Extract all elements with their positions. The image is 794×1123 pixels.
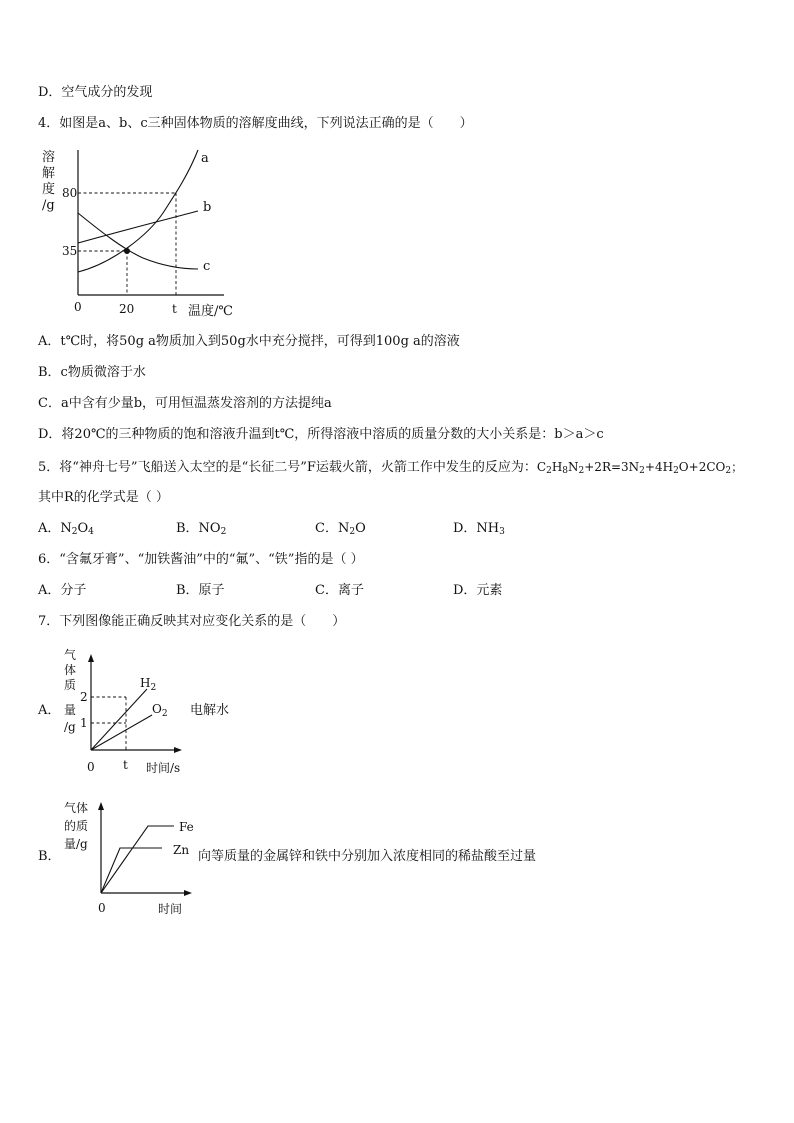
ytick-80: 80 [62, 186, 78, 200]
line-zn [101, 848, 162, 893]
q7-option-a-label: A． [38, 703, 61, 718]
xlabel: 时间 [158, 902, 183, 916]
q7-stem: 7．下列图像能正确反映其对应变化关系的是（ ） [38, 614, 346, 629]
q6-option-b: B．原子 [176, 583, 225, 598]
series-label-c: c [203, 259, 211, 274]
ylabel-char: 气 [64, 648, 77, 662]
ylabel-row: 量/g [64, 837, 88, 851]
y-arrow [88, 654, 94, 662]
solubility-chart [38, 145, 238, 320]
ylabel-char: 解 [42, 166, 56, 181]
q5-option-d: D．$NH_3$ [453, 521, 505, 537]
q4-option-b: B．c物质微溶于水 [38, 365, 146, 380]
series-label-o2: $O_2$ [152, 702, 168, 719]
curve-c [78, 213, 198, 269]
line-o2 [91, 715, 152, 750]
ylabel-char: 溶 [42, 150, 56, 165]
line-fe [101, 826, 174, 893]
ylabel-row: 的质 [64, 819, 89, 833]
q6-option-d: D．元素 [453, 583, 503, 598]
q5-stem-prefix: 5．将“神舟七号”飞船送入太空的是“长征二号”F运载火箭，火箭工作中发生的反应为： [38, 460, 537, 475]
series-label-h2: $H_2$ [140, 676, 157, 693]
q4-option-d: D．将20℃的三种物质的饱和溶液升温到t℃，所得溶液中溶质的质量分数的大小关系是：b＞a＞c [38, 427, 604, 442]
series-label-fe: Fe [179, 820, 194, 834]
metal-acid-chart [62, 795, 202, 920]
xtick-t: t [123, 758, 128, 772]
line-h2 [91, 689, 147, 750]
ytick-35: 35 [62, 244, 78, 258]
ylabel-char: /g [42, 198, 55, 213]
q7-option-b-label: B． [38, 849, 61, 864]
ytick-1: 1 [80, 716, 88, 730]
q3-option-d: D．空气成分的发现 [38, 85, 153, 100]
q5-option-a: A．$N_2O_4$ [38, 521, 94, 537]
q4-option-a: A．t℃时，将50g a物质加入到50g水中充分搅拌，可得到100g a的溶液 [38, 334, 460, 349]
ylabel-char: 质 [64, 678, 77, 692]
q5-option-c: C．$N_2O$ [315, 521, 366, 537]
ylabel-char: /g [64, 720, 76, 734]
intersection-point [124, 248, 130, 254]
q4-option-c: C．a中含有少量b，可用恒温蒸发溶剂的方法提纯a [38, 396, 332, 411]
q7-option-b-description: 向等质量的金属锌和铁中分别加入浓度相同的稀盐酸至过量 [198, 849, 537, 864]
ylabel-char: 度 [42, 182, 56, 197]
ylabel-row: 气体 [64, 801, 89, 815]
origin-label: 0 [98, 901, 106, 915]
ytick-2: 2 [80, 690, 88, 704]
q5-stem-line1 [38, 458, 743, 477]
q6-stem: 6．“含氟牙膏”、“加铁酱油”中的“氟”、“铁”指的是（ ） [38, 552, 364, 567]
xtick-t: t [172, 302, 177, 316]
origin-label: 0 [74, 300, 82, 314]
electrolysis-chart [60, 645, 210, 780]
xlabel: 温度/℃ [188, 304, 233, 319]
q5-stem-line2: 其中R的化学式是（ ） [38, 490, 169, 505]
q5-equation: $C_2H_8N_2+2R=3N_2+4H_2O+2CO_2$； [536, 460, 744, 476]
curve-a [78, 150, 198, 272]
ylabel-char: 体 [64, 663, 77, 677]
x-arrow [174, 747, 182, 753]
xtick-20: 20 [119, 302, 135, 316]
x-arrow [184, 890, 192, 896]
y-arrow [98, 802, 104, 810]
q5-option-b: B．$NO_2$ [176, 521, 227, 537]
q7-option-a-description: 电解水 [190, 703, 230, 718]
origin-label: 0 [87, 760, 95, 774]
series-label-a: a [201, 151, 209, 166]
q6-option-c: C．离子 [315, 583, 364, 598]
q4-stem: 4．如图是a、b、c三种固体物质的溶解度曲线，下列说法正确的是（ ） [38, 116, 473, 131]
xlabel: 时间/s [146, 761, 181, 775]
ylabel-char: 量 [64, 703, 77, 717]
series-label-b: b [203, 200, 212, 215]
q6-option-a: A．分子 [38, 583, 87, 598]
series-label-zn: Zn [173, 843, 190, 857]
